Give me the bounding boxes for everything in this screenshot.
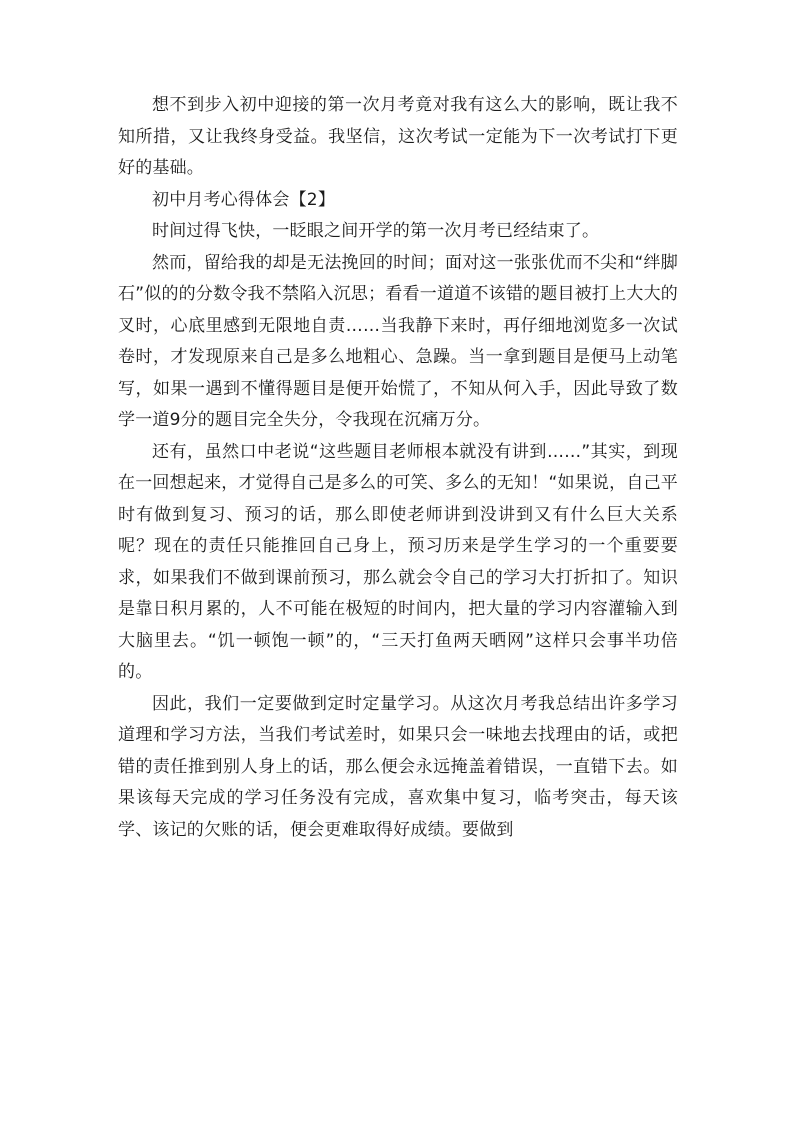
- document-body: [118, 90, 678, 846]
- paragraph-conclusion: 想不到步入初中迎接的第一次月考竟对我有这么大的影响，既让我不知所措，又让我终身受益。我坚信，这次考试一定能为下一次考试打下更好的基础。: [118, 95, 678, 178]
- paragraph-study-method: 因此，我们一定要做到定时定量学习。从这次月考我总结出许多学习道理和学习方法，当我们考试差时，如果只会一味地去找理由的话，或把错的责任推到别人身上的话，那么便会永远掩盖着错误，一直错下去。如果该每天完成的学习任务没有完成，喜欢集中复习，临考突击，每天该学、该记的欠账的话，便会更难取得好成绩。要做到: [118, 693, 678, 840]
- paragraph-preview: 还有，虽然口中老说“这些题目老师根本就没有讲到……”其实，到现在一回想起来，才觉得自己是多么的可笑、多么的无知！“如果说，自己平时有做到复习、预习的话，那么即使老师讲到没讲到又有什么巨大关系呢？现在的责任只能推回自己身上，预习历来是学生学习的一个重要要求，如果我们不做到课前预习，那么就会令自己的学习大打折扣了。知识是靠日积月累的，人不可能在极短的时间内，把大量的学习内容灌输入到大脑里去。“饥一顿饱一顿”的，“三天打鱼两天晒网”这样只会事半功倍的。: [118, 441, 678, 682]
- paragraph-reflection: 然而，留给我的却是无法挽回的时间；面对这一张张优而不尖和“绊脚石”似的的分数令我不禁陷入沉思；看看一道道不该错的题目被打上大大的叉时，心底里感到无限地自责……当我静下来时，再仔细地浏览多一次试卷时，才发现原来自己是多么地粗心、急躁。当一拿到题目是便马上动笔写，如果一遇到不懂得题目是便开始慌了，不知从何入手，因此导致了数学一道9分的题目完全失分，令我现在沉痛万分。: [118, 252, 678, 430]
- section-heading: 初中月考心得体会【2】: [152, 189, 336, 210]
- paragraph-intro: 时间过得飞快，一眨眼之间开学的第一次月考已经结束了。: [152, 221, 600, 241]
